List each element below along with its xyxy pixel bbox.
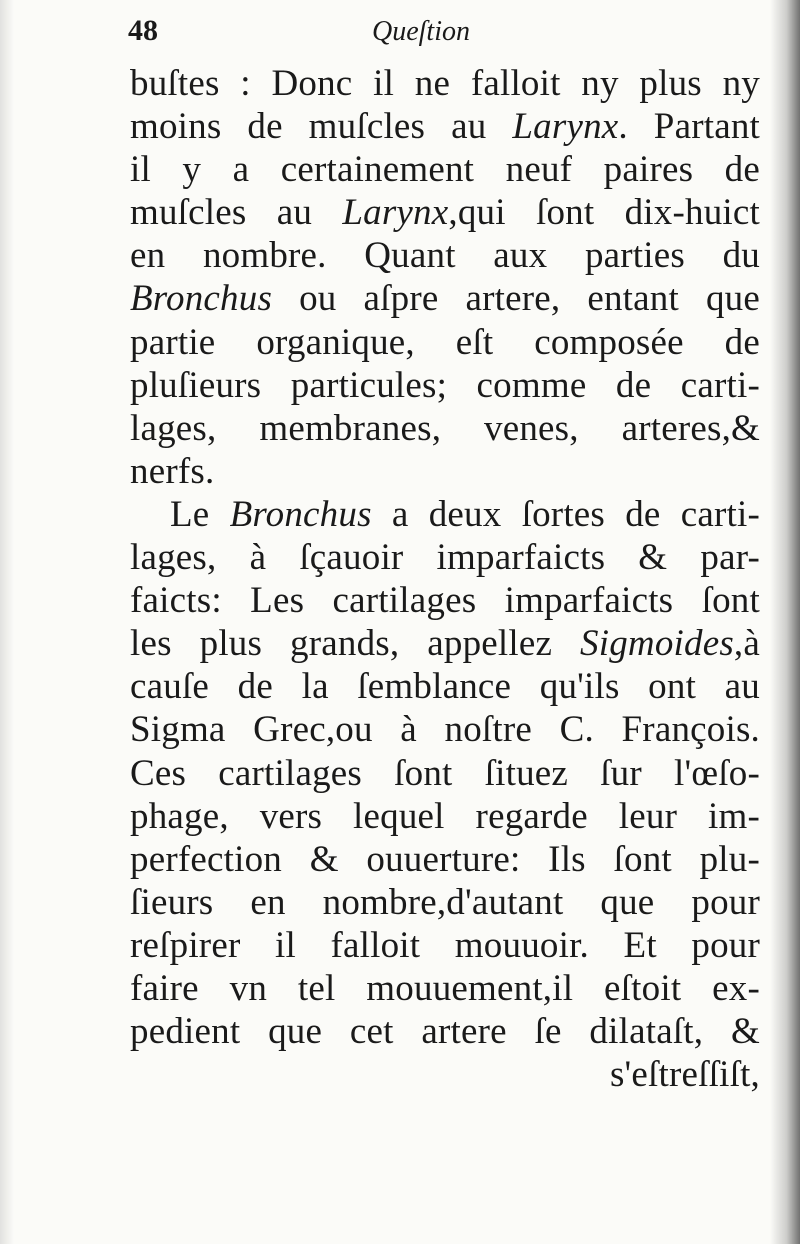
text-line bbox=[130, 105, 760, 148]
text-line bbox=[130, 148, 760, 191]
text-line bbox=[130, 838, 760, 881]
italic-term: Larynx bbox=[342, 192, 449, 234]
text-run: buſtes : Donc il ne falloit ny plus ny bbox=[130, 63, 760, 104]
page-left-shadow bbox=[0, 0, 14, 1244]
text-run: pedient que cet artere ſe dilataſt, & bbox=[130, 1011, 760, 1053]
text-run: les plus grands, appellez bbox=[130, 623, 581, 665]
text-run: phage, vers lequel regarde leur im- bbox=[130, 795, 760, 837]
text-run: faire vn tel mouuement,il eſtoit ex- bbox=[130, 967, 760, 1009]
text-run: en nombre. Quant aux parties du bbox=[130, 235, 760, 277]
text-line bbox=[130, 622, 760, 665]
text-run: pluſieurs particules; comme de carti- bbox=[130, 364, 760, 406]
text-line bbox=[130, 234, 760, 277]
text-run: moins de muſcles au bbox=[130, 106, 513, 148]
binding-gutter-shadow bbox=[770, 0, 800, 1244]
text-run: s'eſtreſſiſt, bbox=[609, 1054, 760, 1096]
text-line bbox=[130, 665, 760, 708]
text-run: Ces cartilages ſont ſituez ſur l'œſo- bbox=[130, 752, 760, 794]
text-line bbox=[130, 881, 760, 924]
text-run: il y a certainement neuf paires de bbox=[130, 149, 760, 191]
text-run: Sigma Grec,ou à noſtre C. François. bbox=[130, 709, 760, 751]
text-line bbox=[130, 795, 760, 838]
text-run: perfection & ouuerture: Ils ſont plu- bbox=[130, 838, 760, 880]
text-run: ſieurs en nombre,d'autant que pour bbox=[130, 881, 760, 923]
text-line bbox=[130, 191, 760, 234]
text-run: Le bbox=[170, 493, 230, 535]
text-line bbox=[130, 967, 760, 1010]
text-line bbox=[130, 450, 760, 493]
text-line bbox=[130, 579, 760, 622]
text-run: faicts: Les cartilages imparfaicts ſont bbox=[130, 580, 760, 622]
text-line bbox=[130, 364, 760, 407]
italic-term: Bronchus bbox=[229, 493, 372, 535]
text-run: nerfs. bbox=[130, 450, 215, 492]
text-run: ,qui ſont dix-huict bbox=[448, 192, 760, 234]
text-line bbox=[130, 321, 760, 364]
text-line bbox=[130, 1010, 760, 1053]
text-run: . Partant bbox=[618, 106, 761, 148]
text-run: muſcles au bbox=[130, 192, 343, 234]
text-run: a deux ſortes de carti- bbox=[371, 493, 760, 535]
text-run: partie organique, eſt composée de bbox=[130, 321, 760, 363]
text-line bbox=[130, 924, 760, 967]
body-text bbox=[130, 62, 760, 1096]
text-run: reſpirer il falloit mouuoir. Et pour bbox=[130, 924, 760, 966]
text-run: lages, à ſçauoir imparfaicts & par- bbox=[130, 537, 760, 579]
text-run: ou aſpre artere, entant que bbox=[272, 278, 760, 320]
text-line bbox=[130, 708, 760, 751]
page-header bbox=[128, 12, 768, 52]
text-run: lages, membranes, venes, arteres,& bbox=[130, 407, 760, 449]
text-line bbox=[130, 407, 760, 450]
text-line bbox=[130, 62, 760, 105]
italic-term: Sigmoides bbox=[580, 623, 734, 665]
page-number: 48 bbox=[128, 14, 158, 47]
text-run: cauſe de la ſemblance qu'ils ont au bbox=[130, 666, 760, 708]
text-line bbox=[130, 536, 760, 579]
italic-term: Larynx bbox=[512, 106, 619, 148]
text-line bbox=[130, 493, 760, 536]
text-line bbox=[130, 277, 760, 320]
italic-term: Bronchus bbox=[130, 278, 273, 320]
catchword bbox=[130, 1053, 760, 1096]
text-run: ,à bbox=[733, 623, 760, 665]
text-line bbox=[130, 752, 760, 795]
running-head: Queſtion bbox=[372, 16, 470, 47]
